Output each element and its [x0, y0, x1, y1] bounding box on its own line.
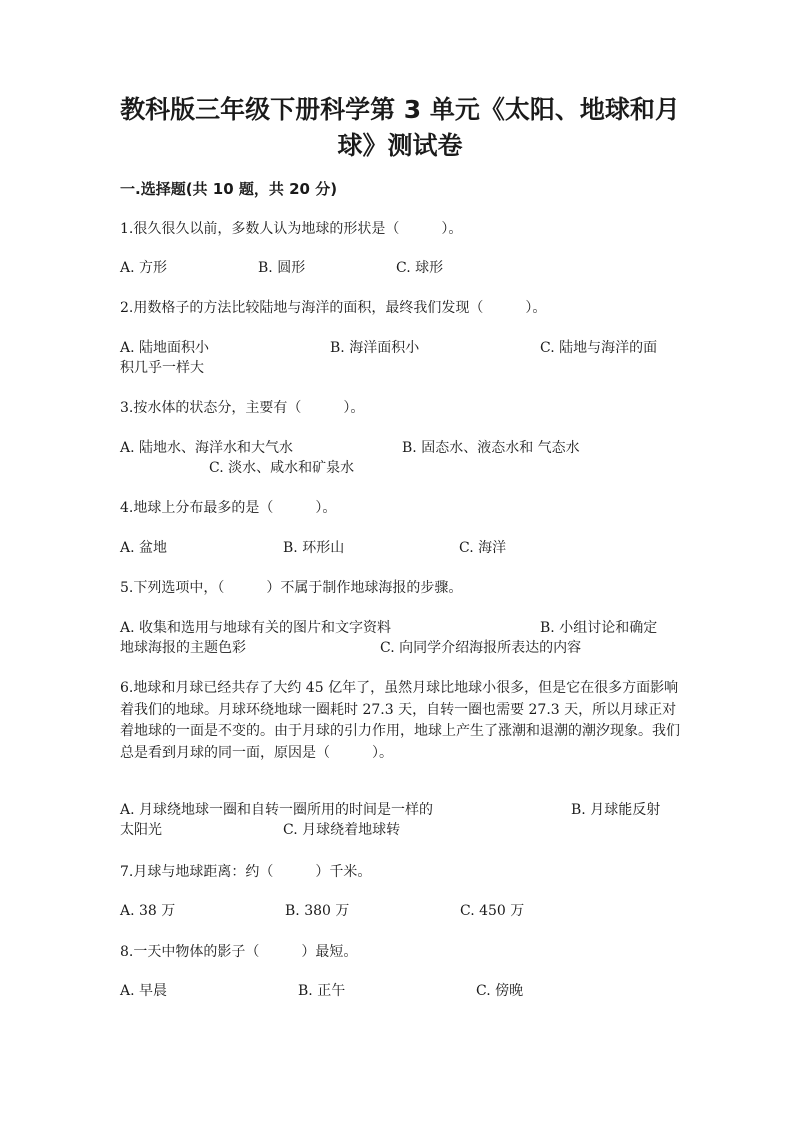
question-8-stem: 8.一天中物体的影子（ ）最短。	[120, 944, 358, 960]
question-5-option-c: C. 向同学介绍海报所表达的内容	[380, 640, 582, 656]
question-6-option-c: C. 月球绕着地球转	[283, 822, 401, 838]
question-5-option-a: A. 收集和选用与地球有关的图片和文字资料	[120, 620, 392, 636]
question-1-stem: 1.很久很久以前，多数人认为地球的形状是（ ）。	[120, 221, 463, 237]
question-4-option-a: A. 盆地	[120, 540, 168, 556]
question-4-option-b: B. 环形山	[283, 540, 345, 556]
section-heading: 一.选择题(共 10 题，共 20 分)	[120, 180, 338, 198]
question-2-option-c-line2: 积几乎一样大	[120, 360, 204, 376]
question-7-option-c: C. 450 万	[460, 903, 525, 919]
question-3-option-c: C. 淡水、咸水和矿泉水	[209, 460, 355, 476]
exam-title-line2: 球》测试卷	[337, 131, 463, 160]
question-2-option-a: A. 陆地面积小	[120, 340, 210, 356]
question-3-option-b: B. 固态水、液态水和 气态水	[402, 440, 580, 456]
question-5-option-b-line2: 地球海报的主题色彩	[120, 640, 246, 656]
question-3-stem: 3.按水体的状态分，主要有（ ）。	[120, 400, 365, 416]
question-6-option-a: A. 月球绕地球一圈和自转一圈所用的时间是一样的	[120, 802, 434, 818]
exam-title	[120, 92, 680, 164]
question-1-option-a: A. 方形	[120, 260, 168, 276]
question-8-option-c: C. 傍晚	[476, 983, 524, 999]
question-7-stem: 7.月球与地球距离：约（ ）千米。	[120, 864, 372, 880]
question-3-option-a: A. 陆地水、海洋水和大气水	[120, 440, 294, 456]
exam-title-line1: 教科版三年级下册科学第 3 单元《太阳、地球和月	[120, 95, 680, 124]
question-7-option-a: A. 38 万	[120, 903, 176, 919]
question-8-option-b: B. 正午	[298, 983, 346, 999]
question-5-stem: 5.下列选项中，（ ）不属于制作地球海报的步骤。	[120, 580, 463, 596]
question-2-stem: 2.用数格子的方法比较陆地与海洋的面积，最终我们发现（ ）。	[120, 300, 547, 316]
question-6-option-b-line1: B. 月球能反射	[571, 802, 661, 818]
question-8-option-a: A. 早晨	[120, 983, 168, 999]
question-6-stem: 6.地球和月球已经共存了大约 45 亿年了，虽然月球比地球小很多，但是它在很多方面影响着我们的地球。月球环绕地球一圈耗时 27.3 天，自转一圈也需要 27.3 天，所以月球正对着地球的一面是不变的。由于月球的引力作用，地球上产生了涨潮和退潮的潮汐现象。我们总是看到月球的同一面，原因是（ ）。	[120, 680, 680, 761]
question-1-option-b: B. 圆形	[258, 260, 306, 276]
question-5-option-b-line1: B. 小组讨论和确定	[540, 620, 658, 636]
question-2-option-b: B. 海洋面积小	[330, 340, 420, 356]
question-7-option-b: B. 380 万	[285, 903, 350, 919]
question-6-option-b-line2: 太阳光	[120, 822, 162, 838]
question-1-option-c: C. 球形	[396, 260, 444, 276]
question-2-option-c-line1: C. 陆地与海洋的面	[540, 340, 658, 356]
question-4-stem: 4.地球上分布最多的是（ ）。	[120, 500, 337, 516]
question-4-option-c: C. 海洋	[459, 540, 507, 556]
